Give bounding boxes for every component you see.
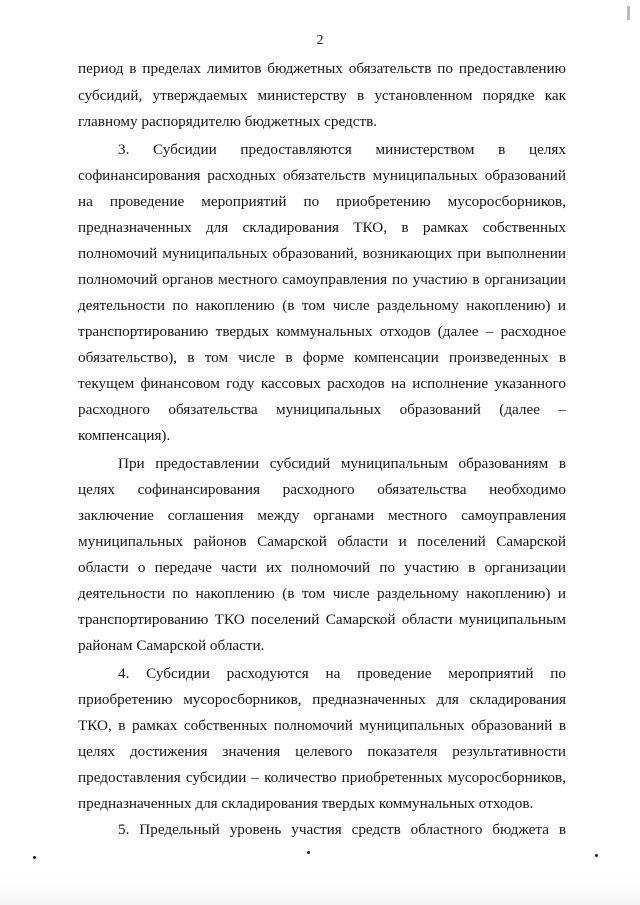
text-line: компенсация). (78, 427, 171, 444)
page-number: 2 (316, 33, 324, 48)
text-line: полномочий органов местного самоуправления по участию в организации (78, 271, 566, 288)
text-line: целях софинансирования расходного обязательства необходимо (78, 481, 566, 498)
scan-dot (33, 856, 36, 859)
text-line: главному распорядителю бюджетных средств. (78, 113, 378, 130)
scan-dot (307, 851, 310, 854)
scan-dot (595, 854, 598, 857)
text-line: деятельности по накоплению (в том числе раздельному накоплению) и (78, 585, 566, 602)
text-line: предназначенных для складирования ТКО, в рамках собственных (78, 219, 566, 236)
text-line: софинансирования расходных обязательств муниципальных образований (78, 167, 566, 184)
scan-artifact (627, 6, 630, 20)
text-line: предоставления субсидии – количество приобретенных мусоросборников, (78, 769, 566, 786)
text-line: 3. Субсидии предоставляются министерством в целях (118, 141, 566, 158)
text-line: целях достижения значения целевого показателя результативности (78, 743, 566, 760)
text-line: области о передаче части их полномочий по участию в организации (78, 559, 566, 576)
text-line: деятельности по накоплению (в том числе раздельному накоплению) и (78, 297, 566, 314)
text-line: 5. Предельный уровень участия средств областного бюджета в (118, 821, 566, 838)
text-line: расходного обязательства муниципальных образований (далее – (78, 401, 566, 418)
text-line: При предоставлении субсидий муниципальным образованиям в (118, 455, 566, 472)
text-line: приобретению мусоросборников, предназначенных для складирования (78, 691, 566, 708)
text-line: муниципальных районов Самарской области и поселений Самарской (78, 533, 566, 550)
text-line: период в пределах лимитов бюджетных обязательств по предоставлению (78, 60, 566, 77)
text-line: ТКО, в рамках собственных полномочий муниципальных образований в (78, 717, 566, 734)
text-line: районам Самарской области. (78, 637, 265, 654)
text-line: транспортированию твердых коммунальных отходов (далее – расходное (78, 323, 566, 340)
text-line: на проведение мероприятий по приобретению мусоросборников, (78, 193, 566, 210)
text-line: полномочий муниципальных образований, возникающих при выполнении (78, 245, 566, 262)
scan-edge (0, 877, 640, 905)
text-line: обязательство), в том числе в форме компенсации произведенных в (78, 349, 566, 366)
text-line: заключение соглашения между органами местного самоуправления (78, 507, 566, 524)
text-line: текущем финансовом году кассовых расходов на исполнение указанного (78, 375, 566, 392)
text-line: 4. Субсидии расходуются на проведение мероприятий по (118, 665, 566, 682)
text-line: транспортированию ТКО поселений Самарской области муниципальным (78, 611, 566, 628)
text-line: предназначенных для складирования твердых коммунальных отходов. (78, 795, 534, 812)
text-line: субсидий, утверждаемых министерству в установленном порядке как (78, 87, 566, 104)
